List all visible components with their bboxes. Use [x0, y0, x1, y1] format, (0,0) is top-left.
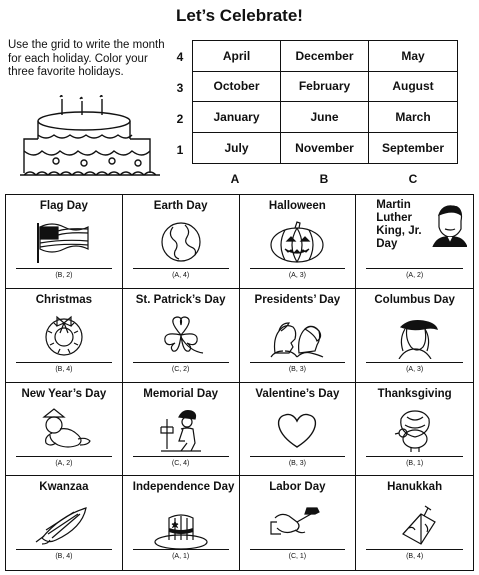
holiday-card — [6, 383, 123, 477]
shamrock-icon — [151, 313, 211, 359]
holiday-name: New Year’s Day — [21, 387, 107, 400]
answer-line[interactable] — [133, 456, 229, 457]
holiday-name: Halloween — [268, 200, 326, 212]
turkey-icon — [385, 407, 445, 453]
holiday-name: Valentine’s Day — [255, 387, 340, 400]
heart-icon — [267, 407, 327, 453]
grid-cell: April — [193, 41, 281, 72]
grid-cell: March — [369, 102, 457, 133]
answer-line[interactable] — [250, 456, 346, 457]
answer-line[interactable] — [250, 549, 346, 550]
holiday-card — [240, 195, 357, 289]
pumpkin-icon — [267, 219, 327, 265]
holiday-name: Kwanzaa — [39, 481, 89, 494]
holiday-coordinate: (A, 3) — [406, 365, 424, 373]
answer-line[interactable] — [16, 456, 112, 457]
grid-cell: August — [369, 72, 457, 103]
presidents-icon — [267, 313, 327, 359]
holiday-coordinate: (A, 2) — [55, 459, 73, 467]
grid-col-label: B — [319, 172, 329, 186]
holiday-name: Columbus Day — [374, 293, 455, 306]
holiday-coordinate: (B, 4) — [406, 553, 424, 561]
grid-cell: November — [281, 133, 369, 164]
holiday-coordinate: (C, 4) — [171, 459, 190, 467]
grid-cell: December — [281, 41, 369, 72]
holiday-coordinate: (B, 1) — [406, 459, 424, 467]
answer-line[interactable] — [250, 268, 346, 269]
hat-icon — [151, 508, 211, 554]
holiday-card — [6, 476, 123, 570]
answer-line[interactable] — [133, 549, 229, 550]
answer-line[interactable] — [366, 549, 463, 550]
soldier-icon — [151, 407, 211, 453]
grid-cell: January — [193, 102, 281, 133]
holiday-coordinate: (C, 1) — [288, 553, 307, 561]
grid-cell: May — [369, 41, 457, 72]
holiday-card — [6, 195, 123, 289]
holiday-coordinate: (A, 1) — [172, 553, 190, 561]
grid-cell: February — [281, 72, 369, 103]
holiday-name: Thanksgiving — [377, 387, 452, 400]
answer-line[interactable] — [133, 268, 229, 269]
holiday-name: Independence Day — [132, 481, 235, 494]
holiday-coordinate: (B, 2) — [55, 272, 73, 279]
cake-icon — [16, 95, 168, 190]
answer-line[interactable] — [16, 362, 112, 363]
holiday-card — [240, 476, 357, 570]
holiday-coordinate: (C, 2) — [171, 365, 190, 373]
dreidel-icon — [385, 500, 445, 546]
holiday-name: Earth Day — [153, 200, 208, 212]
grid-row-label: 4 — [176, 50, 184, 64]
holiday-coordinate: (A, 3) — [288, 272, 306, 279]
grid-col-label: A — [230, 172, 240, 186]
holiday-coordinate: (B, 3) — [288, 365, 306, 373]
holiday-name: Hanukkah — [387, 481, 443, 494]
answer-line[interactable] — [16, 549, 112, 550]
holiday-name: Presidents’ Day — [254, 293, 341, 306]
holiday-card — [123, 476, 240, 570]
columbus-icon — [385, 313, 445, 359]
holiday-name: Memorial Day — [143, 387, 219, 400]
holiday-name: Christmas — [35, 293, 92, 306]
grid-cell: July — [193, 133, 281, 164]
answer-line[interactable] — [366, 456, 463, 457]
answer-line[interactable] — [16, 268, 112, 269]
grid-cell: September — [381, 140, 445, 155]
flag-icon — [34, 219, 94, 265]
baby-icon — [34, 407, 94, 453]
page-title: Let’s Celebrate! — [176, 6, 303, 25]
answer-line[interactable] — [133, 362, 229, 363]
holiday-coordinate: (B, 4) — [55, 365, 73, 373]
holiday-card — [240, 383, 357, 477]
instructions: Use the grid to write the month for each holiday. Color your three favorite holidays. — [8, 39, 165, 78]
holiday-card — [240, 289, 357, 383]
answer-line[interactable] — [366, 268, 463, 269]
corn-icon — [34, 500, 94, 546]
holiday-name: St. Patrick’s Day — [135, 293, 226, 306]
answer-line[interactable] — [366, 362, 463, 363]
holiday-card — [123, 195, 240, 289]
answer-line[interactable] — [250, 362, 346, 363]
grid-cell: June — [281, 102, 369, 133]
holiday-card — [356, 289, 473, 383]
portrait-icon — [431, 201, 467, 247]
holiday-card — [6, 289, 123, 383]
grid-cell: October — [193, 72, 281, 103]
holiday-cards — [5, 194, 474, 571]
holiday-coordinate: (B, 3) — [288, 459, 306, 467]
holiday-card — [356, 195, 473, 289]
holiday-name: Martin Luther King, Jr. Day — [376, 199, 422, 250]
holiday-name: Flag Day — [39, 200, 88, 212]
holiday-coordinate: (A, 4) — [172, 272, 190, 279]
grid-row-label: 3 — [176, 81, 184, 95]
holiday-card — [356, 476, 473, 570]
holiday-name: Labor Day — [269, 481, 326, 494]
coordinate-grid — [192, 40, 458, 164]
grid-col-label: C — [408, 172, 418, 186]
holiday-card — [356, 383, 473, 477]
wreath-icon — [34, 313, 94, 359]
grid-row-label: 1 — [176, 143, 184, 157]
holiday-card — [123, 289, 240, 383]
hammer-icon — [267, 500, 327, 546]
earth-icon — [151, 219, 211, 265]
grid-row-label: 2 — [176, 112, 184, 126]
holiday-card — [123, 383, 240, 477]
holiday-coordinate: (B, 4) — [55, 553, 73, 561]
holiday-coordinate: (A, 2) — [406, 272, 424, 279]
